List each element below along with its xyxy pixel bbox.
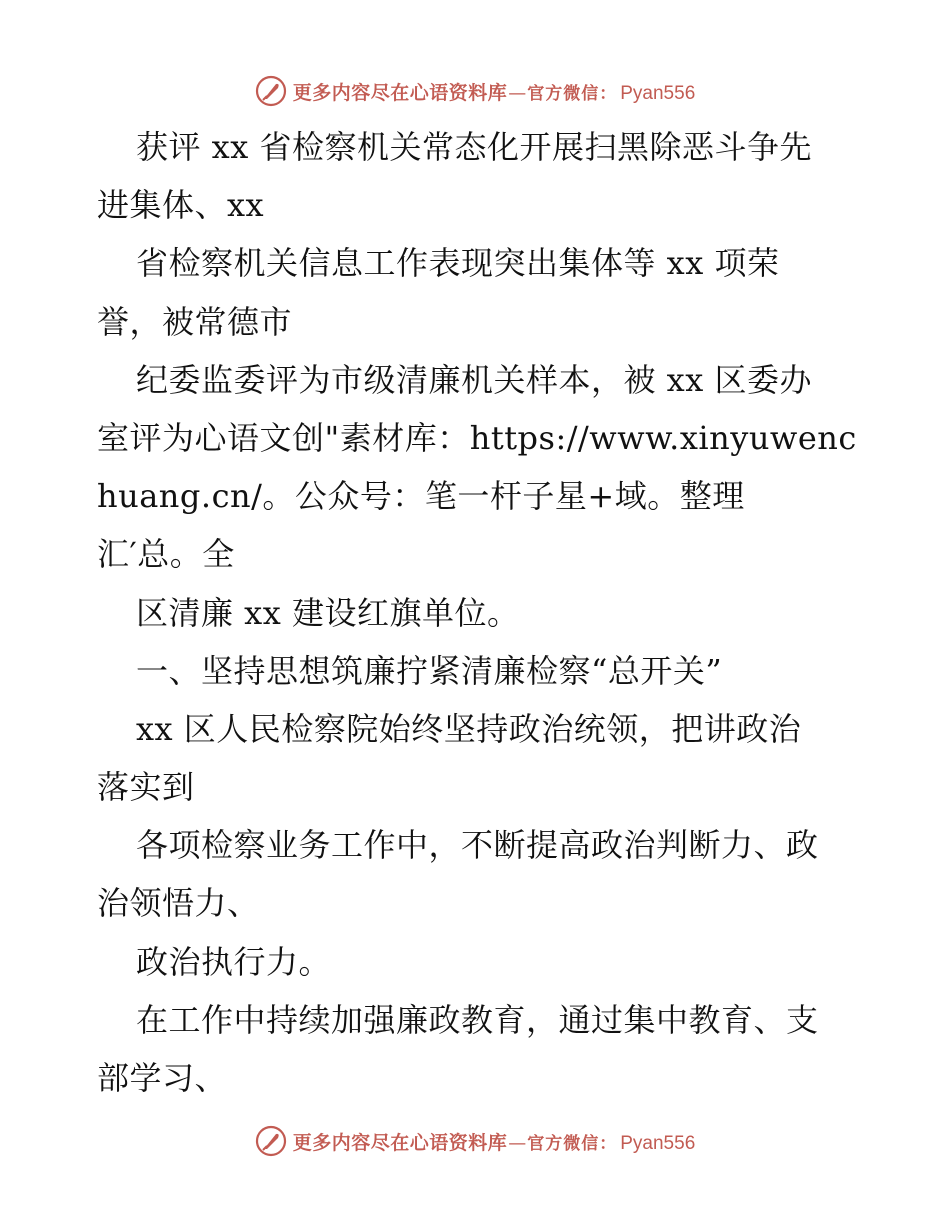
banner-slogan: 更多内容尽在心语资料库 [292, 1131, 508, 1154]
body-line: 落实到 [97, 768, 195, 807]
body-line: 在工作中持续加强廉政教育，通过集中教育、支 [136, 1000, 819, 1039]
body-line: xx 区人民检察院始终坚持政治统领，把讲政治 [136, 709, 802, 748]
banner-wechat-label: 官方微信： [527, 83, 618, 104]
banner-wechat-id: Pyan556 [620, 1132, 696, 1154]
body-line: 室评为心语文创"素材库：https://www.xinyuwenc [97, 418, 857, 457]
section-heading: 一、坚持思想筑廉拧紧清廉检察“总开关” [136, 651, 723, 690]
footer-banner [0, 1121, 950, 1161]
body-line: 治领悟力、 [97, 884, 260, 923]
body-line: 获评 xx 省检察机关常态化开展扫黑除恶斗争先 [136, 128, 812, 166]
feather-pen-logo-icon [255, 1125, 287, 1157]
body-line: 各项检察业务工作中，不断提高政治判断力、政 [136, 826, 819, 865]
body-line: 政治执行力。 [136, 942, 332, 981]
banner-dash: — [508, 1132, 527, 1154]
body-line: 省检察机关信息工作表现突出集体等 xx 项荣 [136, 244, 780, 283]
banner-wechat-id: Pyan556 [620, 82, 696, 104]
body-line: 纪委监委评为市级清廉机关样本，被 xx 区委办 [136, 360, 812, 399]
banner-wechat-label: 官方微信： [527, 1133, 618, 1154]
banner-dash: — [508, 82, 527, 104]
feather-pen-logo-icon [255, 75, 287, 107]
body-line: 区清廉 xx 建设红旗单位。 [136, 593, 520, 632]
body-line: 汇′总。全 [97, 535, 235, 574]
body-line: huang.cn/。公众号：笔一杆子星+域。整理 [97, 477, 745, 516]
body-line: 进集体、xx [97, 186, 265, 225]
body-line: 部学习、 [97, 1059, 228, 1097]
document-body [97, 118, 857, 1107]
body-line: 誉，被常德市 [97, 302, 293, 341]
banner-slogan: 更多内容尽在心语资料库 [292, 81, 508, 104]
header-banner [0, 71, 950, 111]
